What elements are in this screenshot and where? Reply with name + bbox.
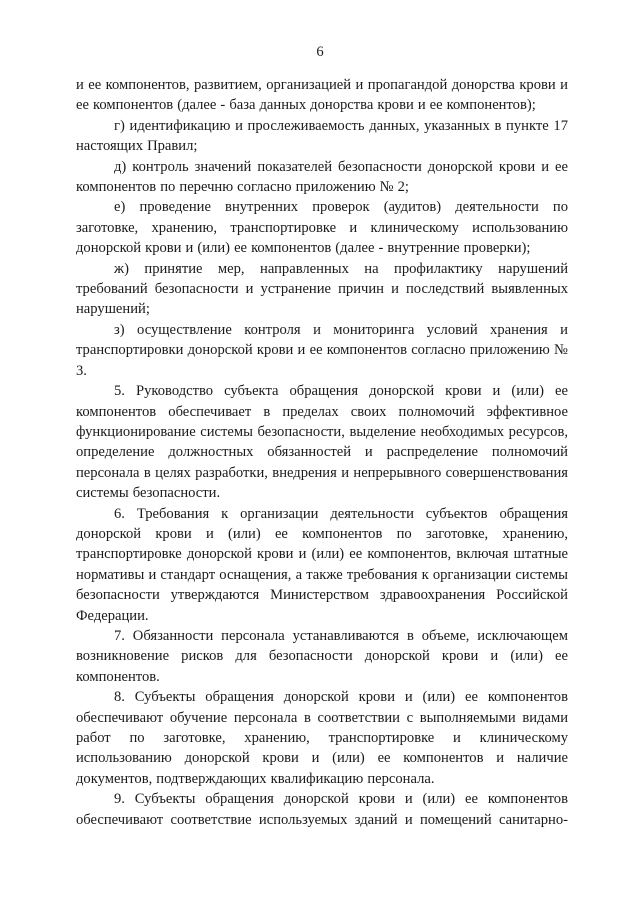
paragraph-clause-9: 9. Субъекты обращения донорской крови и (или) ее компонентов обеспечивают соответствие используемых зданий и помещений санитарно-: [76, 791, 568, 828]
paragraph-base-data-continuation: и ее компонентов, развитием, организацией и пропагандой донорства крови и ее компонентов (далее - база данных донорства крови и ее компонентов);: [76, 77, 568, 114]
paragraph-item-g: г) идентификацию и прослеживаемость данных, указанных в пункте 17 настоящих Правил;: [76, 117, 568, 155]
paragraph-item-z: з) осуществление контроля и мониторинга условий хранения и транспортировки донорской крови и ее компонентов согласно приложению № 3.: [76, 321, 568, 379]
paragraph-clause-8: 8. Субъекты обращения донорской крови и (или) ее компонентов обеспечивают обучение персонала в соответствии с выполняемыми видами работ по заготовке, хранению, транспортировке и клиническому использованию донорской крови и (или) ее компонентов и наличие документов, подтверждающих квалификацию персонала.: [76, 689, 568, 787]
paragraph-clause-7: 7. Обязанности персонала устанавливаются в объеме, исключающем возникновение рисков для безопасности донорской крови и (или) ее компонентов.: [76, 627, 568, 685]
paragraph-item-zh: ж) принятие мер, направленных на профилактику нарушений требований безопасности и устранение причин и последствий выявленных нарушений;: [76, 260, 568, 318]
page-number: 6: [316, 44, 324, 60]
paragraph-clause-5: 5. Руководство субъекта обращения донорской крови и (или) ее компонентов обеспечивает в пределах своих полномочий эффективное функционирование системы безопасности, выделение необходимых ресурсов, определение должностных обязанностей и распределение полномочий персонала в целях разработки, внедрения и непрерывного совершенствования системы безопасности.: [76, 383, 568, 502]
paragraph-clause-6: 6. Требования к организации деятельности субъектов обращения донорской крови и (или) ее компонентов по заготовке, хранению, транспортировке донорской крови и (или) ее компонентов, включая штатные нормативы и стандарт оснащения, а также требования к организации системы безопасности утверждаются Министерством здравоохранения Российской Федерации.: [76, 505, 568, 624]
paragraph-item-d: д) контроль значений показателей безопасности донорской крови и ее компонентов по перечню согласно приложению № 2;: [76, 158, 568, 196]
paragraph-item-e: е) проведение внутренних проверок (аудитов) деятельности по заготовке, хранению, транспортировке и клиническому использованию донорской крови и (или) ее компонентов (далее - внутренние проверки);: [76, 199, 568, 257]
document-body: [76, 75, 568, 830]
